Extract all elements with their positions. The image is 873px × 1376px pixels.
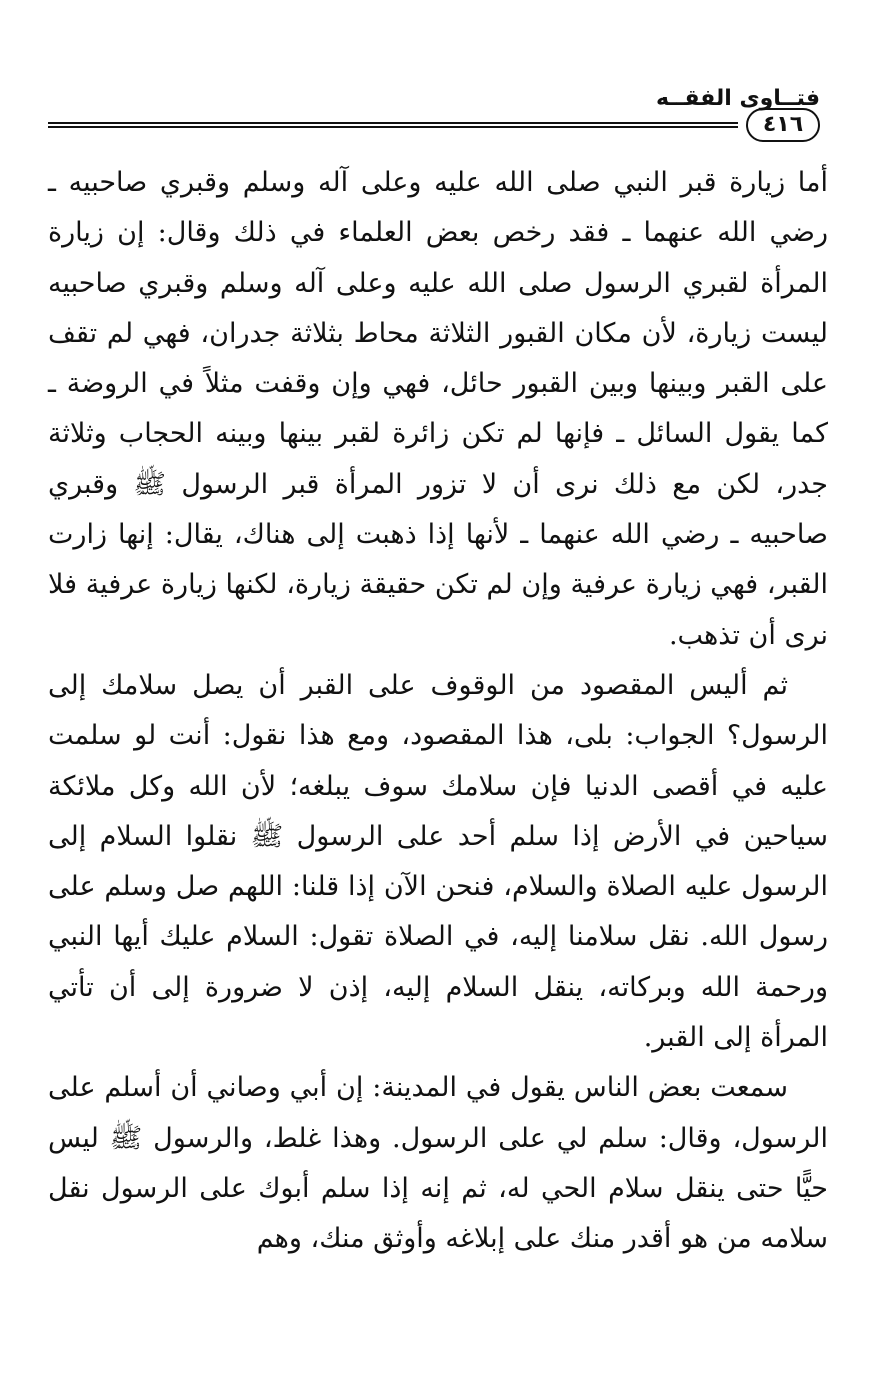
page-header (40, 78, 820, 148)
running-title: فتــاوى الفقــه (655, 86, 820, 111)
paragraph: ثم أليس المقصود من الوقوف على القبر أن يصل سلامك إلى الرسول؟ الجواب: بلى، هذا المقصود، ومع هذا نقول: أنت لو سلمت عليه في أقصى الدنيا فإن سلامك سوف يبلغه؛ لأن الله وكل ملائكة سياحين في الأرض إذا سلم أحد على الرسول ﷺ نقلوا السلام إلى الرسول عليه الصلاة والسلام، فنحن الآن إذا قلنا: اللهم صل وسلم على رسول الله. نقل سلامنا إليه، في الصلاة تقول: السلام عليك أيها النبي ورحمة الله وبركاته، ينقل السلام إليه، إذن لا ضرورة إلى أن تأتي المرأة إلى القبر. (48, 669, 828, 1054)
header-rule (48, 122, 738, 128)
page-number: ٤١٦ (746, 108, 820, 142)
body-text (48, 158, 828, 1265)
paragraph: أما زيارة قبر النبي صلى الله عليه وعلى آله وسلم وقبري صاحبيه ـ رضي الله عنهما ـ فقد رخص بعض العلماء في ذلك وقال: إن زيارة المرأة لقبري الرسول صلى الله عليه وعلى آله وسلم وقبري صاحبيه ليست زيارة، لأن مكان القبور الثلاثة محاط بثلاثة جدران، فهي لم تقف على القبر وبينها وبين القبور حائل، فهي وإن وقفت مثلاً في الروضة ـ كما يقول السائل ـ فإنها لم تكن زائرة لقبر بينها وبينه الحجاب وثلاثة جدر، لكن مع ذلك نرى أن لا تزور المرأة قبر الرسول ﷺ وقبري صاحبيه ـ رضي الله عنهما ـ لأنها إذا ذهبت إلى هناك، يقال: إنها زارت القبر، فهي زيارة عرفية وإن لم تكن حقيقة زيارة، لكنها زيارة عرفية فلا نرى أن تذهب. (48, 167, 828, 651)
paragraph: سمعت بعض الناس يقول في المدينة: إن أبي وصاني أن أسلم على الرسول، وقال: سلم لي على الرسول. وهذا غلط، والرسول ﷺ ليس حيًّا حتى ينقل سلام الحي له، ثم إنه إذا سلم أبوك على الرسول نقل سلامه من هو أقدر منك على إبلاغه وأوثق منك، وهم (48, 1072, 828, 1255)
